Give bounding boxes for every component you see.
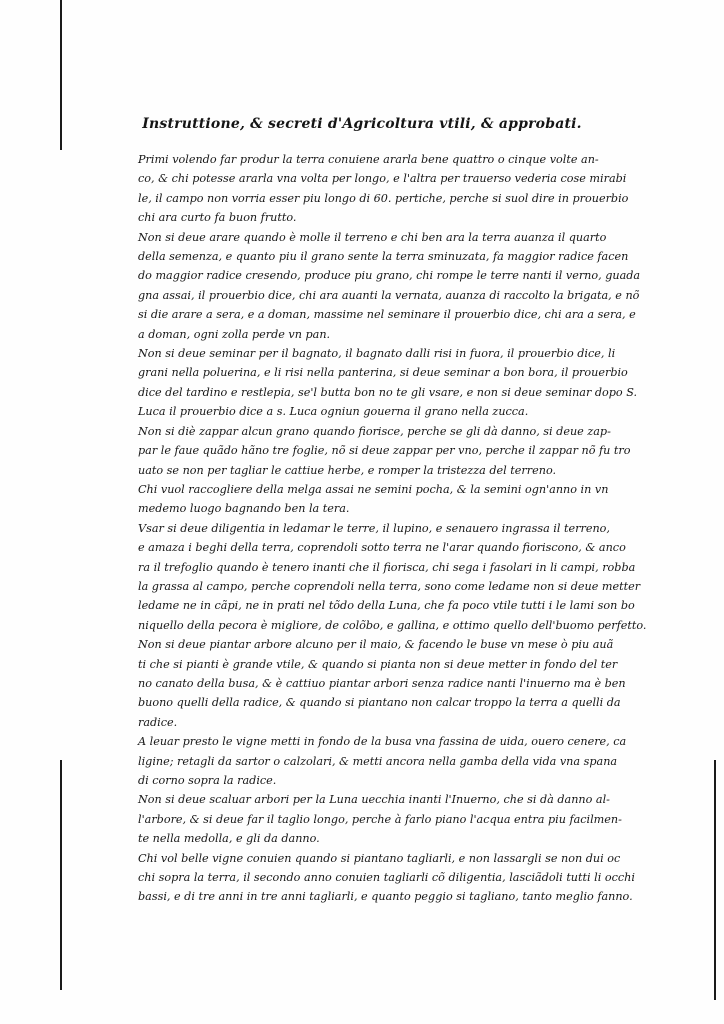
text-line: chi ara curto fa buon frutto. <box>138 211 297 225</box>
paragraph <box>116 635 626 732</box>
text-line: gna assai, il prouerbio dice, chi ara auanti la vernata, auanza di raccolto la brigata, e nõ <box>138 288 640 302</box>
left-border-line-lower <box>60 760 62 990</box>
text-line: dice del tardino e restlepia, se'l butta bon no te gli vsare, e non si deue seminar dopo S. <box>138 385 638 399</box>
page-title: Instruttione, & secreti d'Agricoltura vtili, & approbati. <box>142 116 582 132</box>
text-line: ledame ne in cãpi, ne in prati nel tõdo della Luna, che fa poco vtile tutti i le lami son bo <box>138 599 635 613</box>
paragraph <box>116 422 631 480</box>
text-line: co, & chi potesse ararla vna volta per longo, e l'altra per trauerso vederia cose mirabi <box>138 172 627 186</box>
text-line: radice. <box>138 715 178 729</box>
paragraph <box>116 480 609 519</box>
text-line: Primi volendo far produr la terra conuiene ararla bene quattro o cinque volte an- <box>138 153 599 166</box>
text-line: e amaza i beghi della terra, coprendoli sotto terra ne l'arar quando fioriscono, & anco <box>138 541 626 555</box>
paragraph <box>116 790 622 848</box>
text-line: te nella medolla, e gli da danno. <box>138 832 320 846</box>
text-line: a doman, ogni zolla perde vn pan. <box>138 327 331 341</box>
text-line: A leuar presto le vigne metti in fondo de la busa vna fassina de uida, ouero cenere, ca <box>138 735 627 749</box>
text-body <box>116 150 647 907</box>
text-line: di corno sopra la radice. <box>138 774 277 787</box>
text-line: Chi vuol raccogliere della melga assai ne semini pocha, & la semini ogn'anno in vn <box>138 482 609 496</box>
text-line: bassi, e di tre anni in tre anni tagliarli, e quanto peggio si tagliano, tanto meglio fanno. <box>138 890 633 904</box>
text-line: l'arbore, & si deue far il taglio longo, perche à farlo piano l'acqua entra piu facilmen- <box>138 812 622 826</box>
text-line: ra il trefoglio quando è tenero inanti che il fiorisca, chi sega i fasolari in li campi, robba <box>138 560 636 574</box>
text-line: buono quelli della radice, & quando si piantano non calcar troppo la terra a quelli da <box>138 696 621 710</box>
text-line: la grassa al campo, perche coprendoli nella terra, sono come ledame non si deue metter <box>138 579 641 593</box>
text-line: Chi vol belle vigne conuien quando si piantano tagliarli, e non lassargli se non dui oc <box>138 851 621 865</box>
paragraph <box>116 519 647 635</box>
text-line: della semenza, e quanto piu il grano sente la terra sminuzata, fa maggior radice facen <box>138 250 629 264</box>
text-line: chi sopra la terra, il secondo anno conuien tagliarli cõ diligentia, lasciãdoli tutti li occhi <box>138 871 635 885</box>
text-line: le, il campo non vorria esser piu longo di 60. pertiche, perche si suol dire in prouerbio <box>138 191 629 205</box>
text-line: uato se non per tagliar le cattiue herbe, e romper la tristezza del terreno. <box>138 463 557 477</box>
paragraph <box>116 849 635 907</box>
text-line: Non si deue piantar arbore alcuno per il maio, & facendo le buse vn mese ò piu auã <box>138 638 614 652</box>
right-border-line-lower <box>714 760 716 1000</box>
text-line: par le faue quãdo hãno tre foglie, nõ si deue zappar per vno, perche il zappar nõ fu tro <box>138 444 631 458</box>
text-line: no canato della busa, & è cattiuo piantar arbori senza radice nanti l'inuerno ma è ben <box>138 676 626 690</box>
paragraph <box>116 344 638 422</box>
text-line: Luca il prouerbio dice a s. Luca ogniun gouerna il grano nella zucca. <box>138 405 529 419</box>
text-line: Non si deue scaluar arbori per la Luna uecchia inanti l'Inuerno, che si dà danno al- <box>138 793 610 807</box>
text-line: ligine; retagli da sartor o calzolari, & metti ancora nella gamba della vida vna spana <box>138 754 618 768</box>
paragraph <box>116 228 641 344</box>
text-line: grani nella poluerina, e li risi nella panterina, si deue seminar a bon bora, il prouerbio <box>138 366 628 380</box>
text-line: ti che si pianti è grande vtile, & quando si pianta non si deue metter in fondo del ter <box>138 657 618 671</box>
text-line: Non si deue seminar per il bagnato, il bagnato dalli risi in fuora, il prouerbio dice, li <box>138 347 616 361</box>
text-line: niquello della pecora è migliore, de colõbo, e gallina, e ottimo quello dell'buomo perfetto. <box>138 618 647 632</box>
text-line: Vsar si deue diligentia in ledamar le terre, il lupino, e senauero ingrassa il terreno, <box>138 521 610 535</box>
paragraph <box>116 150 629 228</box>
text-line: si die arare a sera, e a doman, massime nel seminare il prouerbio dice, chi ara a sera, e <box>138 308 636 322</box>
text-line: do maggior radice cresendo, produce piu grano, chi rompe le terre nanti il verno, guada <box>138 269 641 283</box>
paragraph <box>116 732 627 790</box>
text-line: Non si deue arare quando è molle il terreno e chi ben ara la terra auanza il quarto <box>138 230 607 244</box>
text-line: medemo luogo bagnando ben la tera. <box>138 502 350 516</box>
text-line: Non si diè zappar alcun grano quando fiorisce, perche se gli dà danno, si deue zap- <box>138 424 611 438</box>
